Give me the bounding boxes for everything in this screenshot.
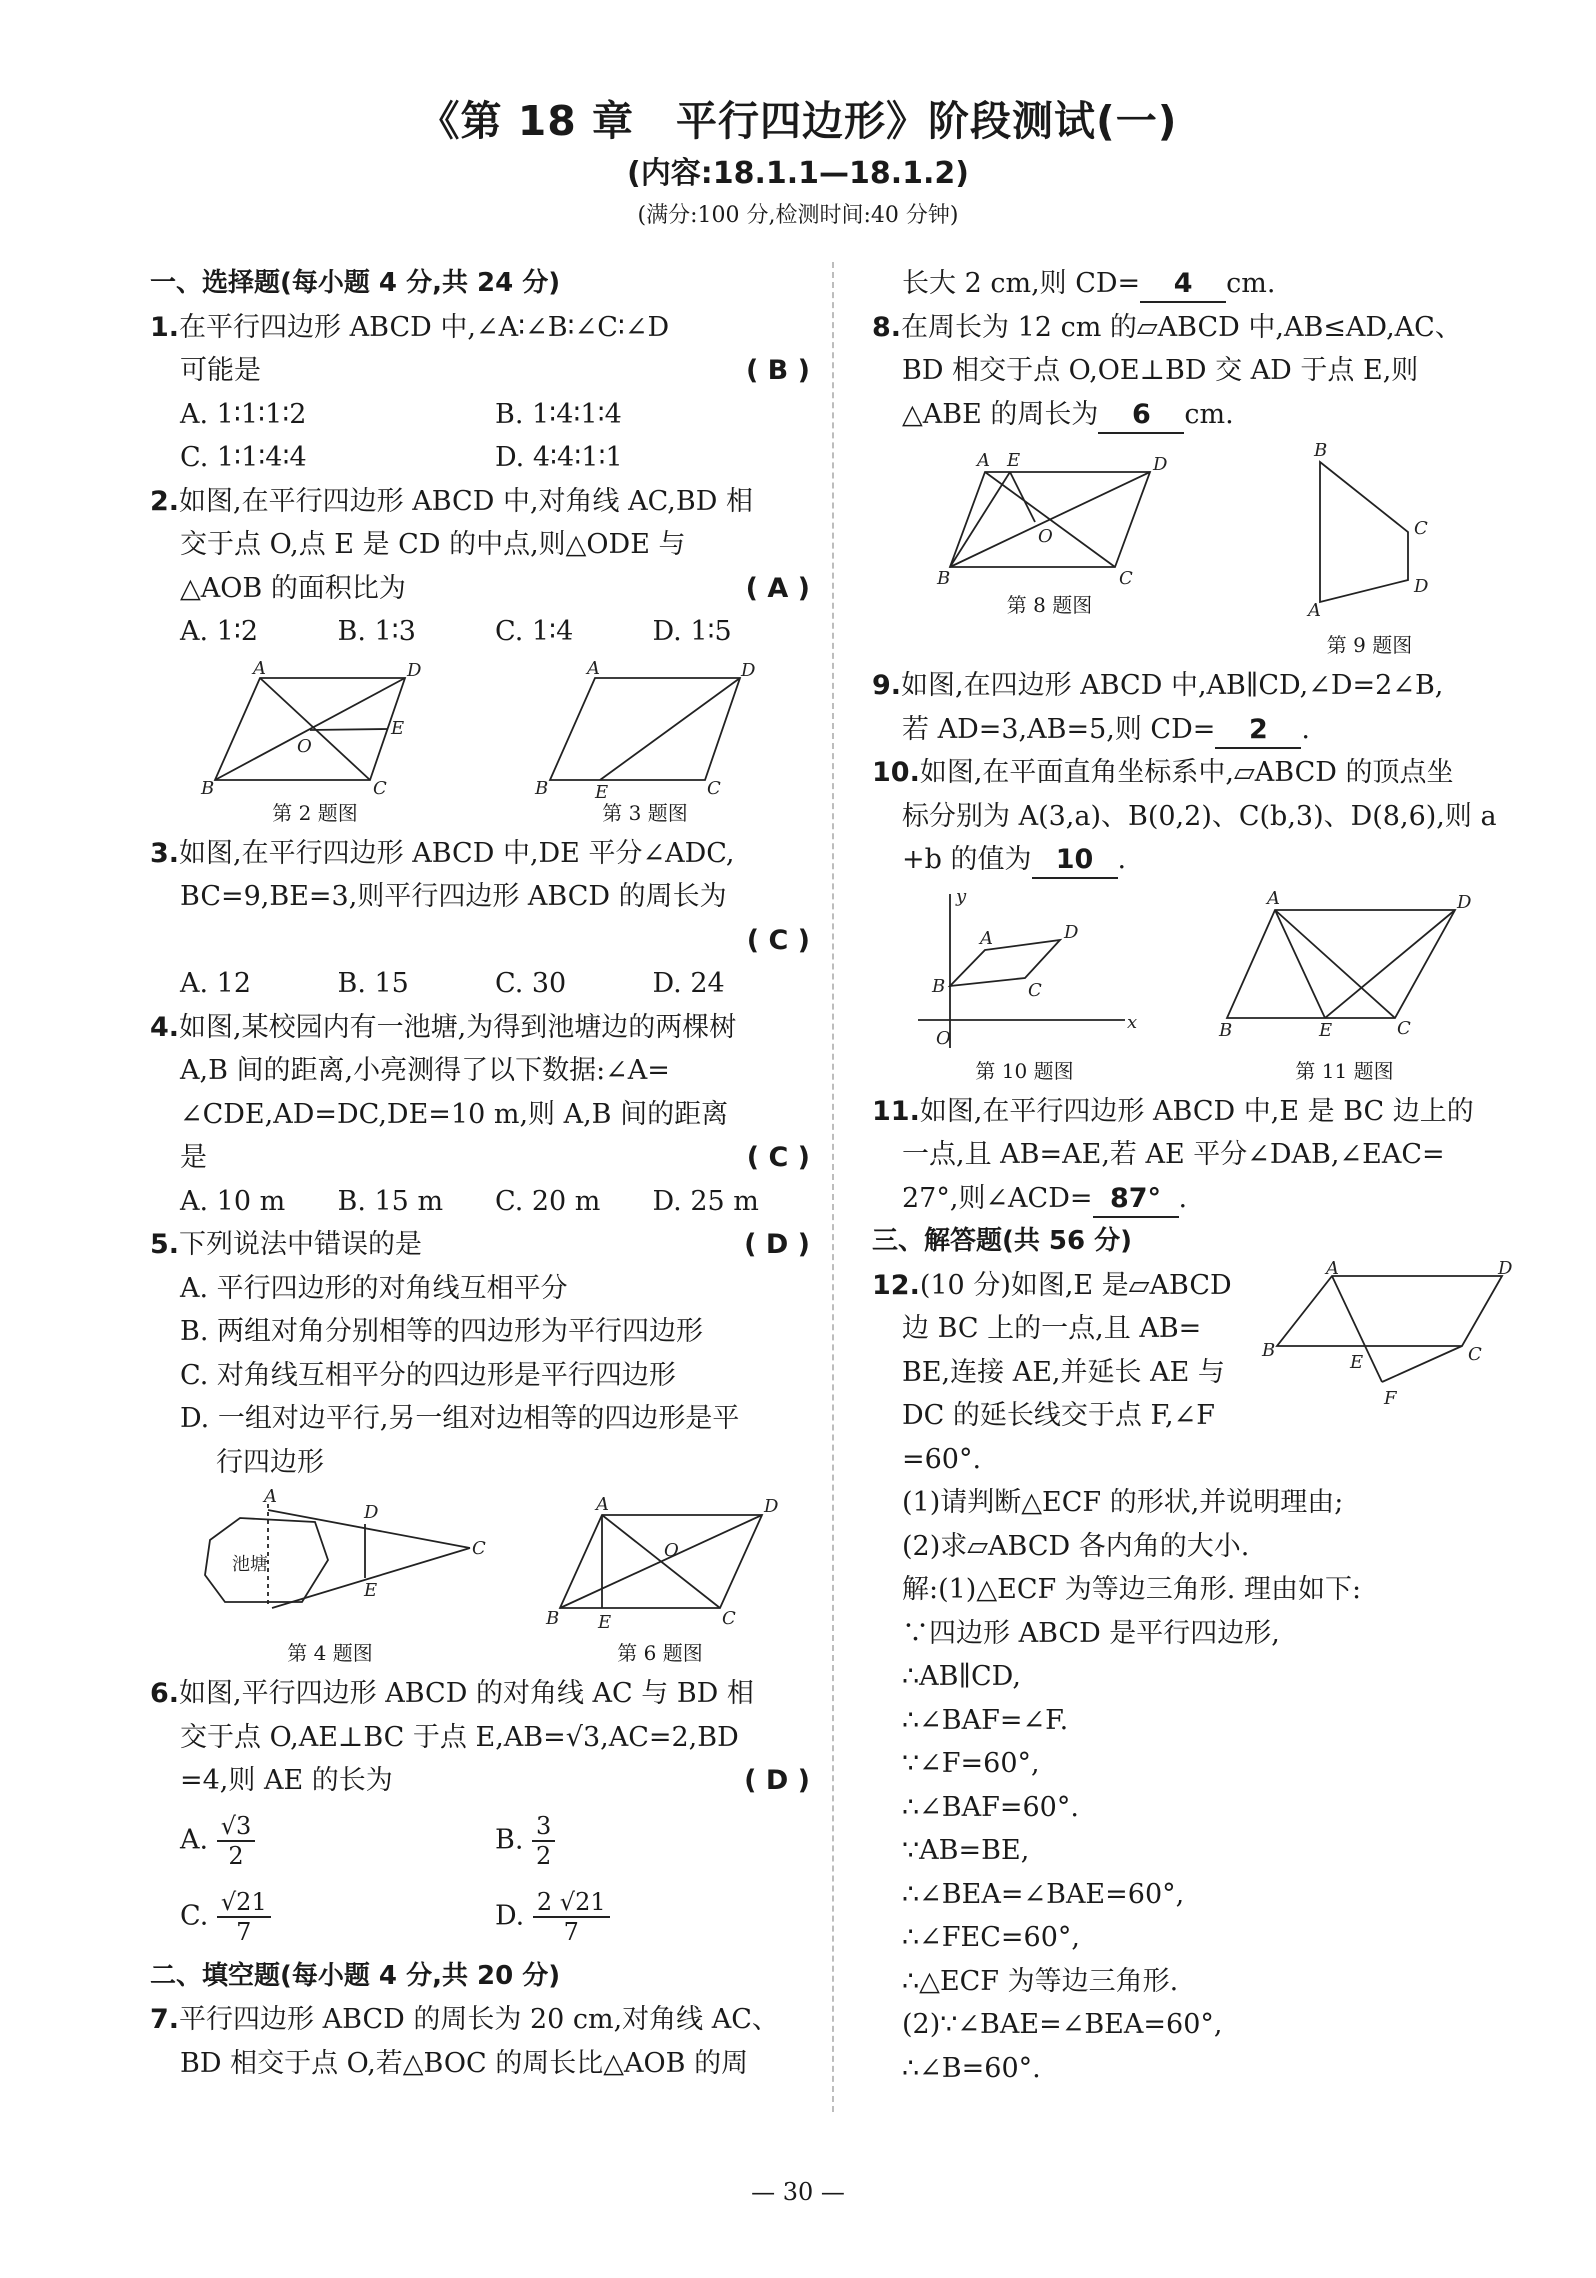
figure-3 [525, 657, 765, 826]
svg-text:D: D [1498, 1257, 1513, 1279]
question-3-answer: ( C ) [746, 924, 810, 956]
question-5-option-d: D. 一组对边平行,另一组对边相等的四边形是平 [180, 1403, 740, 1434]
figures-10-11 [872, 885, 1512, 1084]
question-5-option-a: A. 平行四边形的对角线互相平分 [180, 1272, 568, 1304]
question-4-answer: ( C ) [746, 1142, 810, 1173]
question-5-option-d-cont: 行四边形 [216, 1446, 324, 1478]
svg-text:A: A [976, 450, 990, 471]
svg-text:B: B [546, 1608, 560, 1629]
solution-line-7: ∴∠BEA=∠BAE=60°, [902, 1878, 1185, 1910]
figure-2-caption: 第 2 题图 [272, 800, 358, 825]
svg-text:C: C [1468, 1343, 1482, 1365]
solution-line-6: ∵AB=BE, [902, 1835, 1030, 1866]
question-8-line1: 8.在周长为 12 cm 的▱ABCD 中,AB≤AD,AC、 [872, 311, 1462, 343]
solution-line-11: ∴∠B=60°. [902, 2052, 1041, 2084]
svg-text:A: A [253, 657, 266, 679]
question-12 [872, 1257, 1513, 2091]
question-8-answer: 6 [1098, 398, 1184, 434]
question-9-answer: 2 [1215, 713, 1301, 749]
svg-text:E: E [364, 1580, 378, 1601]
question-11-line2: 一点,且 AB=AE,若 AE 平分∠DAB,∠EAC= [902, 1139, 1445, 1170]
svg-text:B: B [1218, 1019, 1232, 1041]
question-1-line2: 可能是 ( B ) [150, 349, 810, 393]
question-3-options: A. 12 B. 15 C. 30 D. 24 [180, 968, 725, 999]
question-10-line3: +b 的值为 10 . [872, 838, 1512, 882]
question-12-part2: (2)求▱ABCD 各内角的大小. [902, 1530, 1250, 1562]
question-6-options-ab: A. $\frac{√3}{2}$ B. $\frac{3}{2}$ [150, 1803, 810, 1879]
question-4-line2: A,B 间的距离,小亮测得了以下数据:∠A= [180, 1055, 670, 1086]
svg-text:B: B [931, 975, 945, 997]
question-9-line1: 9.如图,在四边形 ABCD 中,AB∥CD,∠D=2∠B, [872, 670, 1444, 701]
question-1-answer: ( B ) [745, 355, 810, 386]
question-2-line2: 交于点 O,点 E 是 CD 的中点,则△ODE 与 [180, 529, 686, 560]
section-choice-heading: 一、选择题(每小题 4 分,共 24 分) [150, 268, 561, 298]
svg-text:y: y [955, 885, 966, 907]
figure-4 [180, 1486, 486, 1666]
question-5-line1: 5.下列说法中错误的是 ( D ) [150, 1223, 810, 1267]
figures-4-6 [150, 1486, 810, 1666]
question-12-part1: (1)请判断△ECF 的形状,并说明理由; [902, 1487, 1344, 1518]
svg-text:E: E [1318, 1019, 1332, 1041]
question-4-line1: 4.如图,某校园内有一池塘,为得到池塘边的两棵树 [150, 1011, 737, 1043]
question-12-line2: 边 BC 上的一点,且 AB= [902, 1313, 1202, 1344]
svg-text:C: C [722, 1608, 736, 1629]
svg-text:E: E [595, 781, 609, 803]
svg-text:A: A [1326, 1257, 1339, 1279]
figure-4-caption: 第 4 题图 [287, 1641, 373, 1665]
question-2-options: A. 1∶2 B. 1∶3 C. 1∶4 D. 1∶5 [180, 616, 732, 647]
svg-text:B: B [1262, 1339, 1276, 1361]
section-fill-heading: 二、填空题(每小题 4 分,共 20 分) [150, 1960, 561, 1991]
figure-8 [925, 442, 1175, 618]
figure-3-caption: 第 3 题图 [602, 800, 688, 825]
question-12-line5: =60°. [902, 1443, 982, 1475]
question-8-line3: △ABE 的周长为 6 cm. [872, 393, 1512, 437]
question-12-line3: BE,连接 AE,并延长 AE 与 [902, 1356, 1225, 1388]
solution-line-0: 解:(1)△ECF 为等边三角形. 理由如下: [902, 1574, 1362, 1605]
figure-6-caption: 第 6 题图 [617, 1641, 703, 1665]
svg-text:E: E [598, 1612, 612, 1633]
question-7-answer: 4 [1140, 267, 1226, 303]
solution-line-3: ∴∠BAF=∠F. [902, 1704, 1069, 1736]
svg-text:C: C [373, 777, 387, 799]
question-5-answer: ( D ) [744, 1229, 810, 1260]
svg-text:A: A [979, 927, 993, 949]
question-6-line3: =4,则 AE 的长为 ( D ) [150, 1759, 810, 1803]
figure-11-caption: 第 11 题图 [1295, 1058, 1394, 1083]
question-6-line2: 交于点 O,AE⊥BC 于点 E,AB=√3,AC=2,BD [180, 1721, 739, 1753]
svg-text:C: C [1027, 979, 1042, 1001]
solution-line-9: ∴△ECF 为等边三角形. [902, 1965, 1179, 1997]
question-1-options-ab: A. 1∶1∶1∶2 B. 1∶4∶1∶4 [180, 398, 622, 430]
question-1-options-cd: C. 1∶1∶4∶4 D. 4∶4∶1∶1 [180, 442, 623, 473]
svg-text:D: D [764, 1496, 779, 1517]
question-3-line3 [150, 919, 810, 963]
svg-text:B: B [535, 777, 549, 799]
question-11-line1: 11.如图,在平行四边形 ABCD 中,E 是 BC 边上的 [872, 1095, 1474, 1127]
question-7-line3: 长大 2 cm,则 CD= 4 cm. [872, 262, 1512, 306]
section-solve-heading: 三、解答题(共 56 分) [872, 1226, 1133, 1256]
content-range: (内容:18.1.1—18.1.2) [627, 156, 969, 191]
svg-text:F: F [1384, 1387, 1397, 1409]
svg-text:E: E [391, 717, 405, 739]
question-5-option-b: B. 两组对角分别相等的四边形为平行四边形 [180, 1316, 704, 1347]
question-12-line1: 12.(10 分)如图,E 是▱ABCD [872, 1269, 1232, 1301]
svg-text:D: D [1413, 576, 1428, 597]
left-column [150, 262, 810, 2085]
right-column [872, 262, 1512, 2090]
question-4-line4: 是 ( C ) [150, 1136, 810, 1180]
svg-text:C: C [472, 1538, 486, 1559]
figure-6 [540, 1490, 780, 1666]
figures-8-9 [872, 442, 1512, 658]
question-3-line2: BC=9,BE=3,则平行四边形 ABCD 的周长为 [180, 881, 727, 912]
column-divider [832, 262, 834, 2112]
question-12-line4: DC 的延长线交于点 F,∠F [902, 1400, 1215, 1431]
question-2-answer: ( A ) [745, 572, 810, 604]
question-7-line1: 7.平行四边形 ABCD 的周长为 20 cm,对角线 AC、 [150, 2004, 779, 2035]
svg-text:D: D [364, 1502, 379, 1523]
score-time-info: (满分:100 分,检测时间:40 分钟) [637, 203, 959, 228]
question-4-line3: ∠CDE,AD=DC,DE=10 m,则 A,B 间的距离 [180, 1098, 729, 1130]
question-5-option-c: C. 对角线互相平分的四边形是平行四边形 [180, 1359, 676, 1391]
svg-text:E: E [1350, 1351, 1364, 1373]
svg-text:B: B [201, 777, 215, 799]
svg-text:A: A [587, 657, 600, 679]
svg-text:B: B [1313, 440, 1327, 461]
question-7-line2: BD 相交于点 O,若△BOC 的周长比△AOB 的周 [180, 2047, 749, 2079]
svg-text:A: A [264, 1486, 277, 1507]
svg-text:D: D [1456, 891, 1471, 913]
question-10-line1: 10.如图,在平面直角坐标系中,▱ABCD 的顶点坐 [872, 757, 1454, 788]
question-10-line2: 标分别为 A(3,a)、B(0,2)、C(b,3)、D(8,6),则 a [902, 800, 1497, 832]
svg-text:A: A [1307, 600, 1321, 621]
question-10-answer: 10 [1032, 843, 1118, 879]
question-2-line1: 2.如图,在平行四边形 ABCD 中,对角线 AC,BD 相 [150, 485, 753, 517]
svg-text:池塘: 池塘 [232, 1554, 268, 1575]
question-4-options: A. 10 m B. 15 m C. 20 m D. 25 m [180, 1185, 759, 1217]
svg-text:O: O [935, 1027, 951, 1049]
page-number: — 30 — [751, 2178, 845, 2206]
solution-line-4: ∵∠F=60°, [902, 1748, 1040, 1779]
question-3-line1: 3.如图,在平行四边形 ABCD 中,DE 平分∠ADC, [150, 837, 735, 869]
figure-10 [910, 885, 1140, 1084]
svg-text:x: x [1126, 1011, 1137, 1033]
solution-line-5: ∴∠BAF=60°. [902, 1791, 1079, 1823]
svg-text:D: D [1063, 921, 1078, 943]
figure-2 [195, 657, 435, 826]
question-8-line2: BD 相交于点 O,OE⊥BD 交 AD 于点 E,则 [902, 355, 1419, 386]
svg-text:D: D [1152, 454, 1167, 475]
question-6-options-cd: C. $\frac{√21}{7}$ D. $\frac{2 √21}{7}$ [150, 1879, 810, 1955]
svg-text:B: B [936, 568, 950, 589]
svg-text:D: D [741, 659, 756, 681]
page-title: 《第 18 章 平行四边形》阶段测试(一) [418, 97, 1178, 145]
figure-9 [1280, 442, 1460, 658]
figure-8-caption: 第 8 题图 [1006, 593, 1093, 617]
question-6-answer: ( D ) [744, 1765, 810, 1796]
solution-line-2: ∴AB∥CD, [902, 1661, 1021, 1692]
solution-line-8: ∴∠FEC=60°, [902, 1922, 1080, 1953]
solution-line-10: (2)∵∠BAE=∠BEA=60°, [902, 2009, 1223, 2040]
svg-text:A: A [1266, 887, 1280, 909]
solution-line-1: ∵四边形 ABCD 是平行四边形, [902, 1617, 1280, 1649]
question-9-line2: 若 AD=3,AB=5,则 CD= 2 . [872, 708, 1512, 752]
question-6-line1: 6.如图,平行四边形 ABCD 的对角线 AC 与 BD 相 [150, 1678, 754, 1709]
svg-text:C: C [1396, 1017, 1411, 1039]
question-11-line3: 27°,则∠ACD= 87° . [872, 1177, 1512, 1221]
svg-text:A: A [596, 1494, 609, 1515]
svg-text:E: E [1006, 450, 1020, 471]
figures-2-3 [150, 657, 810, 826]
figure-9-caption: 第 9 题图 [1326, 633, 1413, 657]
svg-text:C: C [1118, 568, 1133, 589]
figure-11 [1215, 888, 1475, 1084]
svg-text:C: C [1413, 518, 1428, 539]
question-2-line3: △AOB 的面积比为 ( A ) [150, 567, 810, 611]
question-11-answer: 87° [1093, 1182, 1179, 1218]
question-1-line1: 1.在平行四边形 ABCD 中,∠A∶∠B∶∠C∶∠D [150, 311, 670, 343]
svg-text:O: O [297, 735, 312, 757]
svg-text:O: O [664, 1540, 679, 1561]
figure-12 [1262, 1257, 1513, 1428]
figure-10-caption: 第 10 题图 [975, 1058, 1074, 1083]
svg-text:C: C [707, 777, 721, 799]
svg-text:O: O [1037, 526, 1053, 547]
svg-text:D: D [407, 659, 422, 681]
